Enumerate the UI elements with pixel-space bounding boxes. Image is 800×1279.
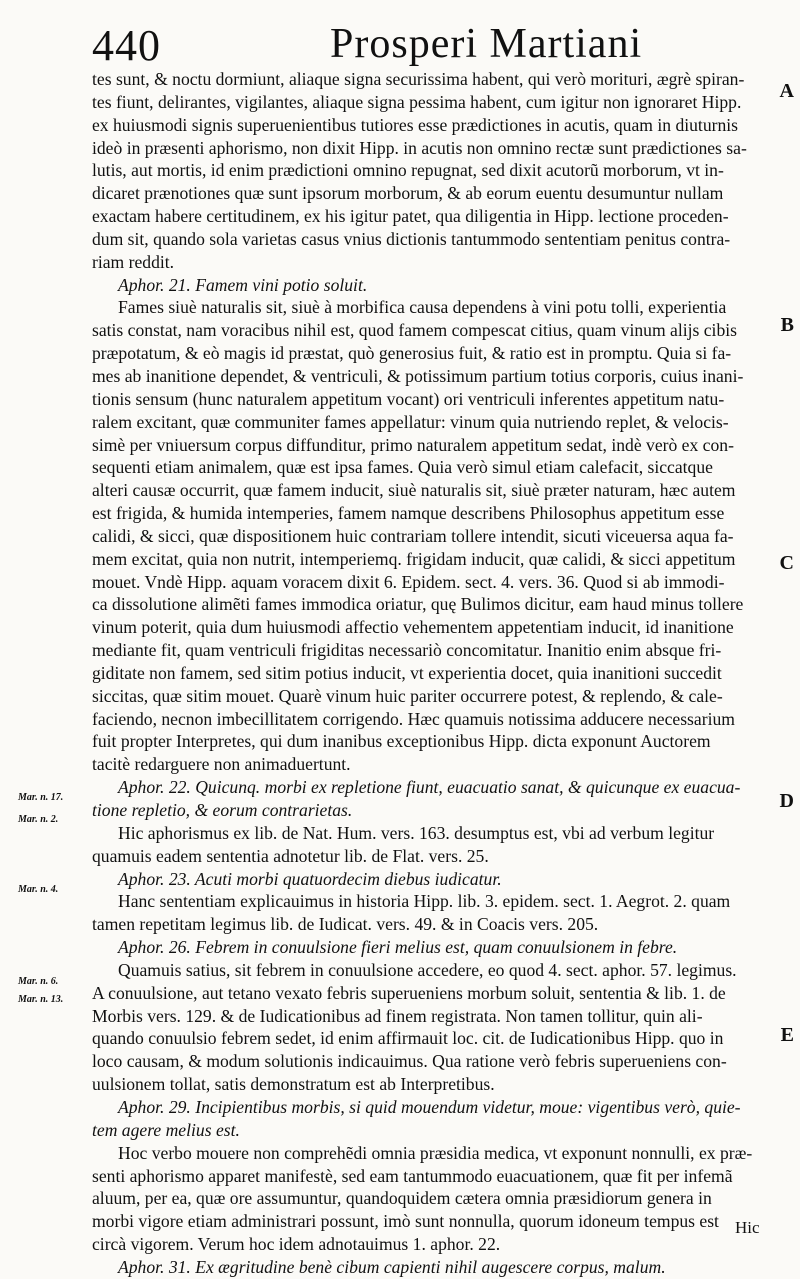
text-line: senti aphorismo apparet manifestè, sed eam tantummodo euacuationem, quæ fit per infemã xyxy=(92,1165,733,1186)
page-number: 440 xyxy=(92,21,161,70)
text-line: faciendo, necnon imbecillitatem corrigendo. Hæc quamuis notissima adducere necessarium xyxy=(92,708,735,729)
text-line: alteri causæ occurrit, quæ famem inducit, siuè naturalis sit, siuè præter naturam, hæc autem xyxy=(92,480,736,501)
margin-reference: Mar. n. 13. xyxy=(18,994,64,1005)
text-line: exactam habere certitudinem, ex his igitur patet, qua diligentia in Hipp. lectione proceden- xyxy=(92,206,729,227)
text-line: mem excitat, quia non nutrit, intemperiemq. frigidam inducit, quæ calidi, & sicci appetitum xyxy=(92,548,736,569)
text-line: Hoc verbo mouere non comprehẽdi omnia præsidia medica, vt exponunt nonnulli, ex præ- xyxy=(118,1142,753,1163)
text-line: tes sunt, & noctu dormiunt, aliaque signa securissima habent, qui verò morituri, ægrè spiran- xyxy=(92,69,745,89)
text-line: ex huiusmodi signis superuenientibus tutiores esse prædictiones in acutis, quam in diuturnis xyxy=(92,114,739,135)
margin-letter-a: A xyxy=(779,80,794,102)
text-line: fuit propter Interpretes, qui dum inanibus exceptionibus Hipp. dicta exponunt Auctorem xyxy=(92,731,711,752)
text-line: morbi vigore etiam administrari possunt, imò sunt nonnulla, quorum idoneum tempus est xyxy=(92,1211,719,1232)
aphorism-heading-cont: tione repletio, & eorum contrarietas. xyxy=(92,800,353,820)
text-line: ca dissolutione alimẽti fames immodica oriatur, quę Bulimos dicitur, eam haud minus tollere xyxy=(92,594,744,615)
margin-reference: Mar. n. 17. xyxy=(18,792,64,803)
text-line: ralem excitant, quæ communiter fames appellatur: vinum quia nutriendo replet, & velocis- xyxy=(92,411,729,432)
text-line: riam reddit. xyxy=(92,251,175,272)
aphorism-heading: Aphor. 22. Quicunq. morbi ex repletione fiunt, euacuatio sanat, & quicunque ex euacua- xyxy=(118,777,741,798)
text-line: simè per vniuersum corpus diffunditur, primo naturalem appetitum sedat, indè verò ex con- xyxy=(92,434,734,455)
text-line: tionis sensum (hunc naturalem appetitum vocant) ori ventriculi inferentes appetitum natu- xyxy=(92,388,725,409)
text-line: loco causam, & modum solutionis indicauimus. Qua ratione verò febris superueniens con- xyxy=(92,1051,727,1072)
text-line: tacitè redarguere non animaduertunt. xyxy=(92,754,351,775)
text-line: tes fiunt, delirantes, vigilantes, aliaque signa pessima habent, cum igitur non ignoraret Hipp. xyxy=(92,91,742,112)
text-line: lutis, aut mortis, id enim prædictioni omnino repugnat, sed dixit acutorũ morborum, vt in- xyxy=(92,160,724,181)
text-line: Fames siuè naturalis sit, siuè à morbifica causa dependens à vini potu tolli, experientia xyxy=(118,297,727,318)
aphorism-heading-cont: tem agere melius est. xyxy=(92,1119,240,1140)
text-line: Quamuis satius, sit febrem in conuulsione accedere, eo quod 4. sect. aphor. 57. legimus. xyxy=(118,959,737,980)
margin-reference: Mar. n. 2. xyxy=(18,814,59,825)
body-text xyxy=(92,68,782,1279)
margin-letter-c: C xyxy=(779,552,794,574)
text-line: dum sit, quando sola varietas casus vnius dictionis tantummodo sententiam penitus contra- xyxy=(92,228,731,249)
aphorism-heading: Aphor. 26. Febrem in conuulsione fieri melius est, quam conuulsionem in febre. xyxy=(118,937,678,958)
text-line: satis constat, nam voracibus nihil est, quod famem compescat citius, quam vinum alijs cibis xyxy=(92,320,737,341)
text-line: mediante fit, quam ventriculi frigiditas necessariò concomitatur. Inanitio enim absque fri- xyxy=(92,640,722,661)
aphorism-heading: Aphor. 21. Famem vini potio soluit. xyxy=(118,274,368,295)
text-line: quando conuulsio febrem sedet, id enim affirmauit loc. cit. de Iudicationibus Hipp. quo in xyxy=(92,1028,724,1049)
text-line: Hic aphorismus ex lib. de Nat. Hum. vers. 163. desumptus est, vbi ad verbum legitur xyxy=(118,822,715,843)
text-line: tamen repetitam legimus lib. de Iudicat. vers. 49. & in Coacis vers. 205. xyxy=(92,914,599,935)
catchword: Hic xyxy=(735,1218,760,1237)
text-line: Morbis vers. 129. & de Iudicationibus ad finem registrata. Non tamen tollitur, quin ali- xyxy=(92,1005,703,1026)
margin-letter-d: D xyxy=(779,790,794,812)
aphorism-heading: Aphor. 29. Incipientibus morbis, si quid mouendum videtur, moue: vigentibus verò, quie- xyxy=(118,1096,741,1117)
margin-reference: Mar. n. 4. xyxy=(18,884,59,895)
text-line: mes ab inanitione dependet, & ventriculi, & potissimum partium totius corporis, cuius inani- xyxy=(92,365,744,386)
aphorism-heading: Aphor. 31. Ex ægritudine benè cibum capienti nihil augescere corpus, malum. xyxy=(118,1256,666,1277)
margin-letter-b: B xyxy=(780,314,794,336)
text-line: circà vigorem. Verum hoc idem adnotauimus 1. aphor. 22. xyxy=(92,1234,501,1255)
margin-letter-e: E xyxy=(780,1024,794,1046)
margin-reference: Mar. n. 6. xyxy=(18,976,59,987)
text-line: Hanc sententiam explicauimus in historia Hipp. lib. 3. epidem. sect. 1. Aegrot. 2. quam xyxy=(118,891,731,912)
text-line: uulsionem tollat, satis demonstratum est ab Interpretibus. xyxy=(92,1074,495,1095)
text-line: mouet. Vndè Hipp. aquam voracem dixit 6. Epidem. sect. 4. vers. 36. Quod si ab immodi- xyxy=(92,571,725,592)
text-line: A conuulsione, aut tetano vexato febris superueniens morbum soluit, sententia & lib. 1. de xyxy=(92,982,726,1003)
text-line: aluum, per ea, quæ ore assumuntur, quandoquidem cætera omnia præsidiorum genera in xyxy=(92,1188,712,1209)
text-line: calidi, & sicci, quæ dispositionem huic contrariam tollere intendit, sicuti viceuersa aqua fa- xyxy=(92,525,734,546)
text-line: quamuis eadem sententia adnotetur lib. de Flat. vers. 25. xyxy=(92,845,489,866)
running-title: Prosperi Martiani xyxy=(330,21,643,67)
text-line: dicaret prænotiones quæ sunt ipsorum morborum, & ab eorum euentu desumuntur nullam xyxy=(92,183,724,204)
aphorism-heading: Aphor. 23. Acuti morbi quatuordecim diebus iudicatur. xyxy=(118,868,502,889)
text-line: præpotatum, & eò magis id præstat, quò generosius fuit, & ratio est in promptu. Quia si fa- xyxy=(92,343,732,364)
text-line: siccitas, quæ sitim mouet. Quarè vinum huic pariter occurrere potest, & replendo, & cale- xyxy=(92,685,723,706)
text-line: giditate non famem, sed sitim potius inducit, vt experientia docet, quia inanitioni succedit xyxy=(92,662,722,683)
text-line: ideò in præsenti aphorismo, non dixit Hipp. in acutis non omnino rectæ sunt prædictiones sa- xyxy=(92,137,747,158)
text-line: vinum poterit, quia dum huiusmodi affectio vehementem appetentiam inducit, id inanitione xyxy=(92,617,734,638)
text-line: sequenti etiam animalem, quæ est ipsa fames. Quia verò simul etiam calefacit, siccatque xyxy=(92,457,713,478)
text-line: est frigida, & humida intemperies, famem namque describens Philosophus appetitum esse xyxy=(92,503,725,524)
